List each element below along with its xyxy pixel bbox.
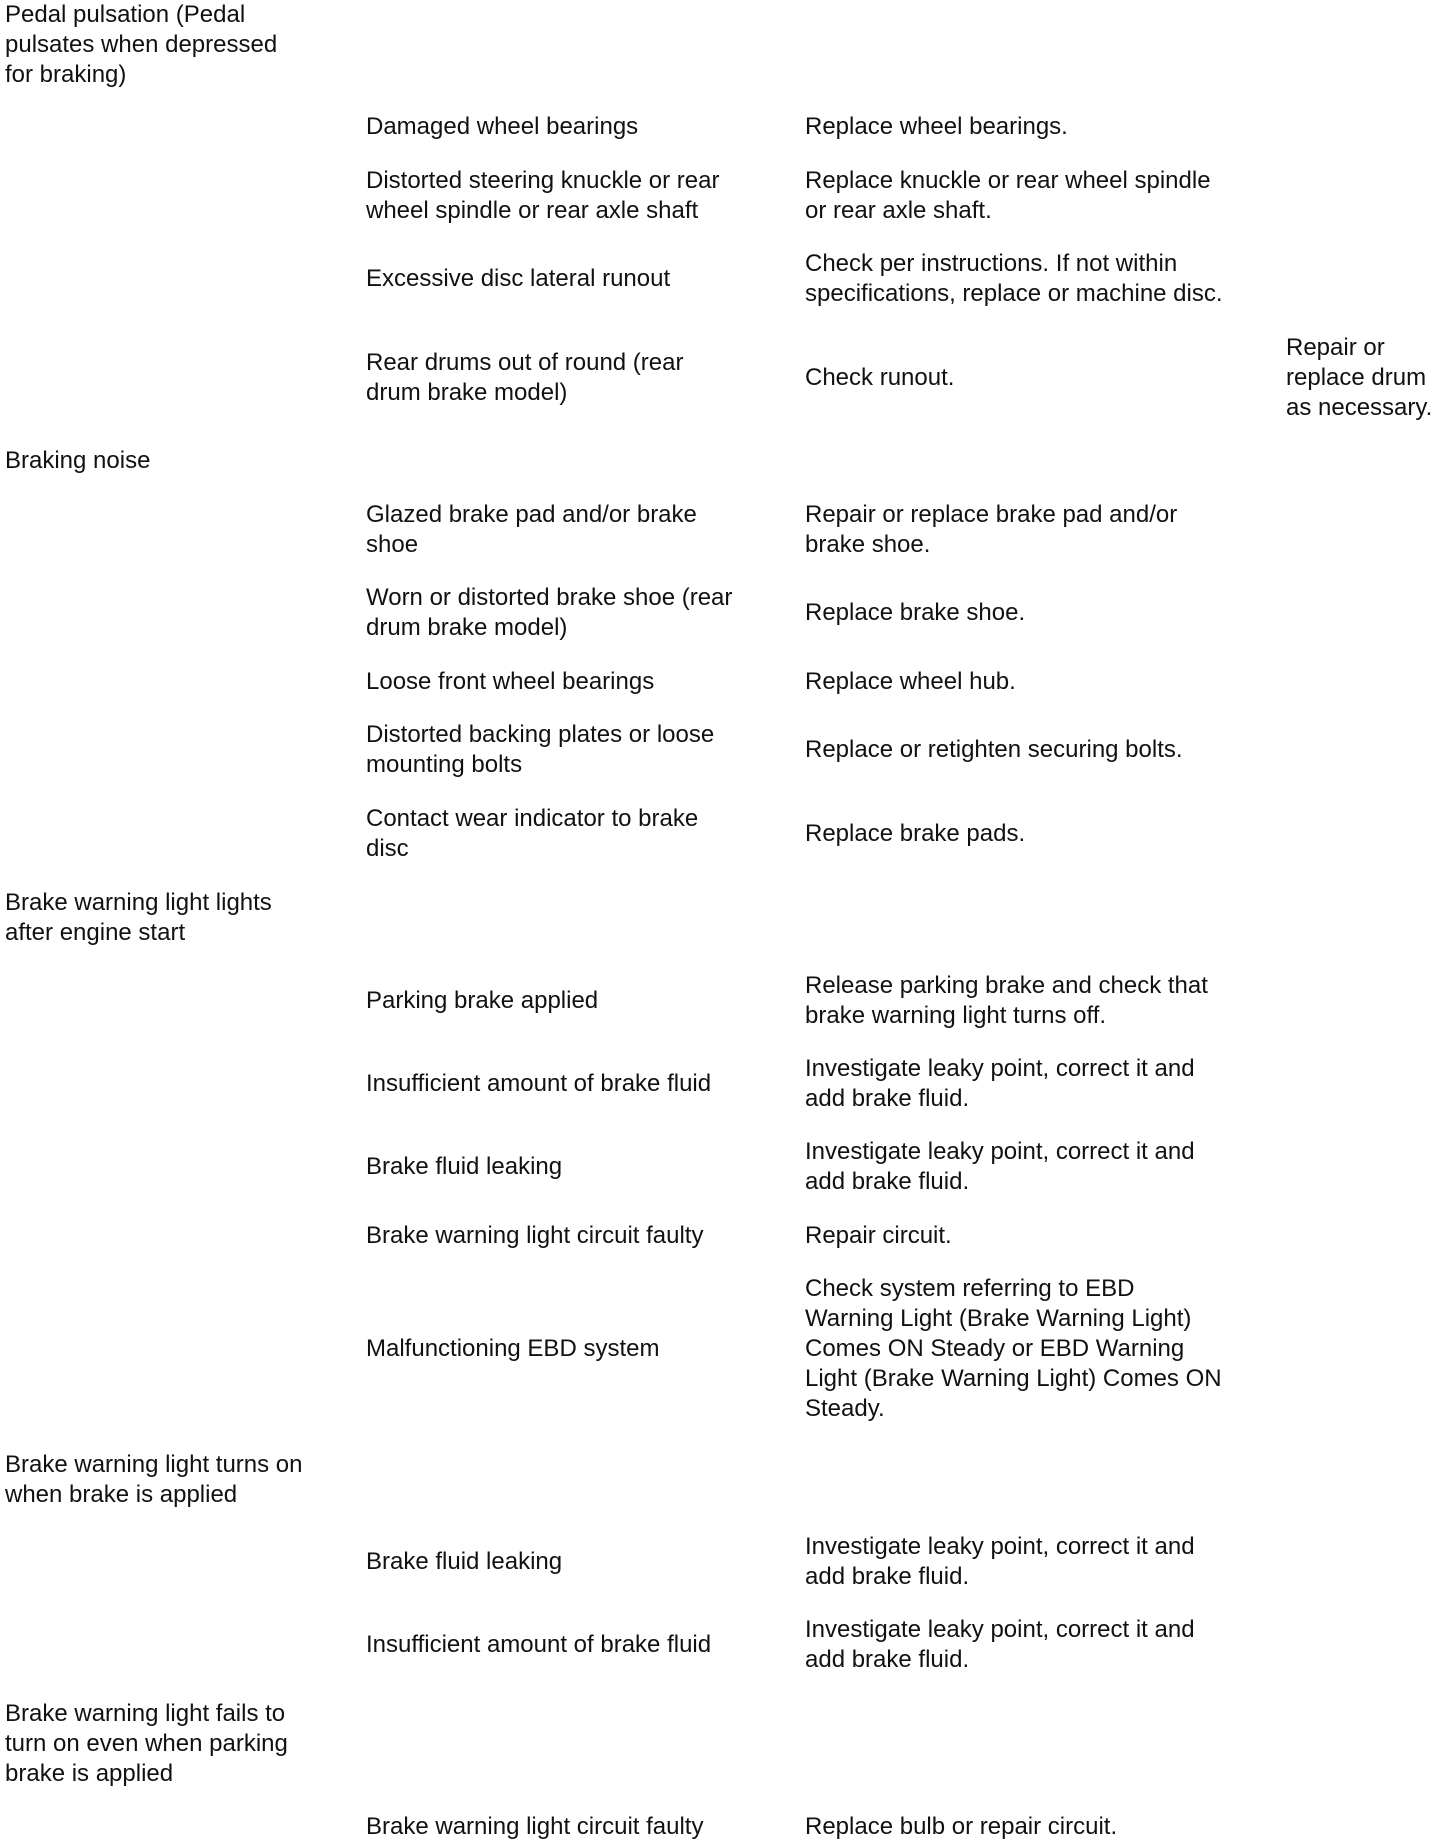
cause-text	[366, 1812, 703, 1842]
cause-line: wheel spindle or rear axle shaft	[366, 197, 699, 224]
action-line: Replace brake pads.	[805, 820, 1026, 847]
cause-line: Loose front wheel bearings	[366, 668, 655, 695]
action-line: Investigate leaky point, correct it and	[805, 1533, 1195, 1560]
cause-text	[366, 583, 732, 643]
action-text	[805, 1137, 1195, 1197]
action-text	[805, 667, 1016, 697]
cause-text	[366, 112, 638, 142]
cause-text	[366, 1221, 703, 1251]
cause-line: Brake warning light circuit faulty	[366, 1222, 704, 1249]
extra-note-line: Repair or	[1286, 334, 1385, 361]
action-line: Investigate leaky point, correct it and	[805, 1138, 1195, 1165]
cause-line: Insufficient amount of brake fluid	[366, 1631, 712, 1658]
cause-line: drum brake model)	[366, 614, 568, 641]
cause-line: Malfunctioning EBD system	[366, 1335, 660, 1362]
symptom-line: for braking)	[5, 61, 127, 88]
action-text	[805, 1532, 1195, 1592]
symptom-line: brake is applied	[5, 1760, 174, 1787]
action-text	[805, 166, 1211, 226]
cause-text	[366, 500, 697, 560]
action-line: Check runout.	[805, 364, 955, 391]
symptom-line: after engine start	[5, 919, 186, 946]
action-line: Investigate leaky point, correct it and	[805, 1055, 1195, 1082]
action-text	[805, 1054, 1195, 1114]
action-text	[805, 1812, 1117, 1842]
cause-text	[366, 1334, 659, 1364]
symptom-text	[5, 446, 150, 476]
cause-text	[366, 1547, 562, 1577]
cause-line: Brake fluid leaking	[366, 1548, 563, 1575]
symptom-line: Pedal pulsation (Pedal	[5, 1, 246, 28]
symptom-line: when brake is applied	[5, 1481, 238, 1508]
cause-line: Distorted steering knuckle or rear	[366, 167, 720, 194]
action-line: add brake fluid.	[805, 1168, 970, 1195]
symptom-line: Braking noise	[5, 447, 151, 474]
cause-line: disc	[366, 835, 409, 862]
action-line: add brake fluid.	[805, 1085, 970, 1112]
action-line: Investigate leaky point, correct it and	[805, 1616, 1195, 1643]
symptom-line: Brake warning light lights	[5, 889, 272, 916]
action-line: Release parking brake and check that	[805, 972, 1208, 999]
action-text	[805, 249, 1223, 309]
cause-text	[366, 1152, 562, 1182]
action-line: add brake fluid.	[805, 1563, 970, 1590]
action-text	[805, 971, 1208, 1031]
symptom-text	[5, 1699, 288, 1789]
action-line: brake warning light turns off.	[805, 1002, 1107, 1029]
cause-text	[366, 667, 654, 697]
symptom-line: turn on even when parking	[5, 1730, 288, 1757]
cause-text	[366, 1630, 711, 1660]
action-line: Repair circuit.	[805, 1222, 952, 1249]
cause-line: shoe	[366, 531, 419, 558]
action-line: or rear axle shaft.	[805, 197, 992, 224]
cause-line: Brake fluid leaking	[366, 1153, 563, 1180]
action-line: specifications, replace or machine disc.	[805, 280, 1223, 307]
action-text	[805, 819, 1025, 849]
cause-line: Contact wear indicator to brake	[366, 805, 699, 832]
symptom-line: pulsates when depressed	[5, 31, 278, 58]
cause-text	[366, 1069, 711, 1099]
cause-line: Worn or distorted brake shoe (rear	[366, 584, 733, 611]
cause-line: Insufficient amount of brake fluid	[366, 1070, 712, 1097]
cause-text	[366, 264, 670, 294]
cause-text	[366, 804, 698, 864]
cause-line: Rear drums out of round (rear	[366, 349, 684, 376]
cause-line: Glazed brake pad and/or brake	[366, 501, 697, 528]
symptom-text	[5, 888, 272, 948]
action-text	[805, 1274, 1222, 1424]
action-line: Replace wheel hub.	[805, 668, 1016, 695]
action-text	[805, 1615, 1195, 1675]
action-line: Light (Brake Warning Light) Comes ON	[805, 1365, 1222, 1392]
action-line: Replace wheel bearings.	[805, 113, 1068, 140]
action-line: add brake fluid.	[805, 1646, 970, 1673]
cause-line: Damaged wheel bearings	[366, 113, 639, 140]
cause-line: drum brake model)	[366, 379, 568, 406]
cause-text	[366, 986, 598, 1016]
action-text	[805, 363, 954, 393]
cause-text	[366, 720, 714, 780]
cause-line: Brake warning light circuit faulty	[366, 1813, 704, 1840]
action-text	[805, 735, 1183, 765]
action-line: brake shoe.	[805, 531, 931, 558]
action-line: Replace knuckle or rear wheel spindle	[805, 167, 1211, 194]
action-line: Check per instructions. If not within	[805, 250, 1178, 277]
action-text	[805, 500, 1177, 560]
cause-line: mounting bolts	[366, 751, 523, 778]
cause-line: Distorted backing plates or loose	[366, 721, 715, 748]
extra-note-line: replace drum	[1286, 364, 1427, 391]
action-line: Replace brake shoe.	[805, 599, 1026, 626]
symptom-line: Brake warning light turns on	[5, 1451, 303, 1478]
cause-line: Excessive disc lateral runout	[366, 265, 671, 292]
extra-note-text	[1286, 333, 1432, 423]
action-text	[805, 598, 1025, 628]
action-line: Replace or retighten securing bolts.	[805, 736, 1183, 763]
cause-text	[366, 348, 683, 408]
extra-note-line: as necessary.	[1286, 394, 1433, 421]
action-text	[805, 112, 1068, 142]
cause-text	[366, 166, 719, 226]
action-line: Repair or replace brake pad and/or	[805, 501, 1178, 528]
symptom-text	[5, 0, 277, 90]
cause-line: Parking brake applied	[366, 987, 599, 1014]
action-line: Replace bulb or repair circuit.	[805, 1813, 1118, 1840]
symptom-text	[5, 1450, 303, 1510]
action-line: Check system referring to EBD	[805, 1275, 1135, 1302]
action-line: Comes ON Steady or EBD Warning	[805, 1335, 1185, 1362]
action-text	[805, 1221, 952, 1251]
action-line: Warning Light (Brake Warning Light)	[805, 1305, 1192, 1332]
action-line: Steady.	[805, 1395, 885, 1422]
symptom-line: Brake warning light fails to	[5, 1700, 286, 1727]
